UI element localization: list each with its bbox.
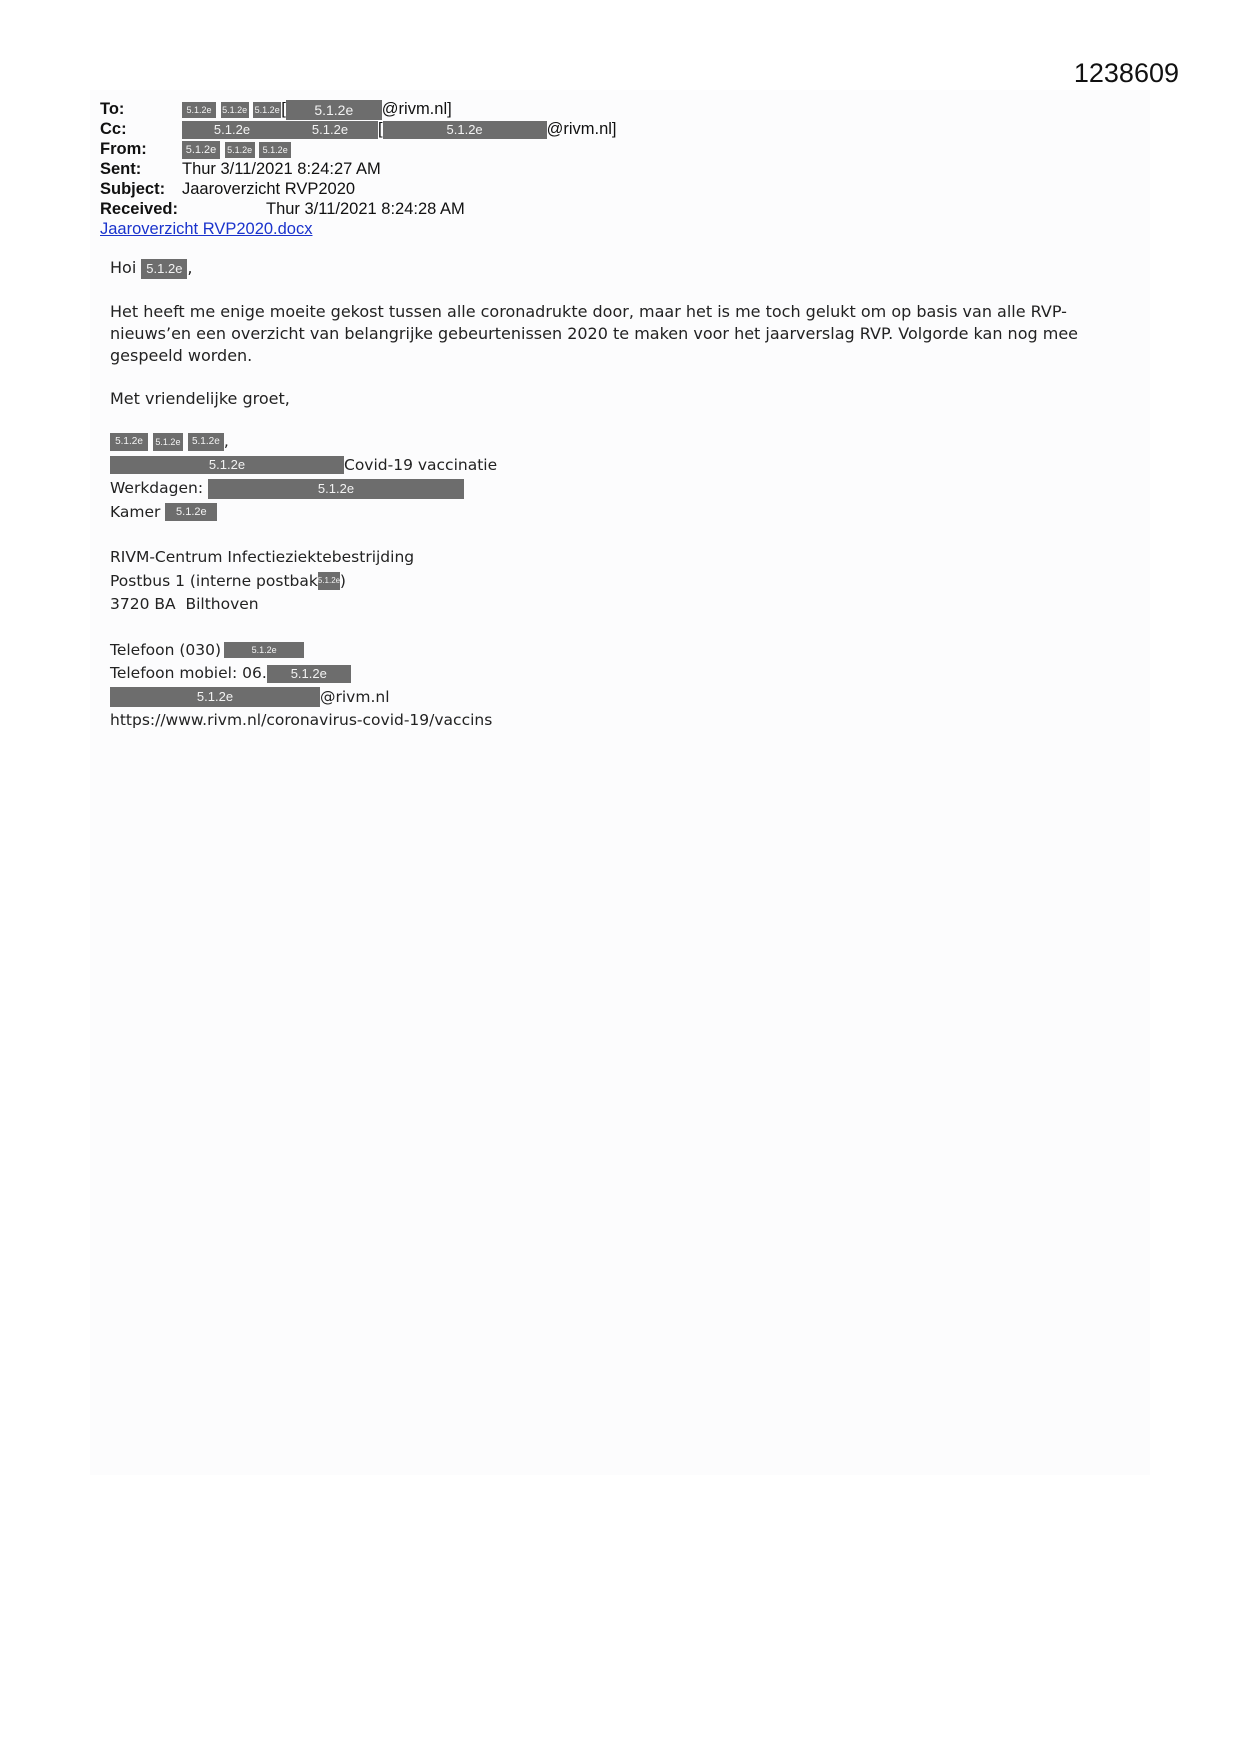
redaction-block: 5.1.2e bbox=[110, 433, 148, 451]
postbus-suffix: ) bbox=[339, 571, 346, 590]
signature-workdays bbox=[110, 477, 497, 501]
spacer bbox=[110, 279, 1140, 301]
signature-email bbox=[110, 686, 497, 710]
redaction-block: 5.1.2e bbox=[141, 259, 187, 279]
spacer bbox=[110, 617, 497, 639]
cc-row bbox=[100, 119, 617, 139]
spacer bbox=[110, 367, 1140, 389]
email-suffix: @rivm.nl bbox=[320, 687, 390, 706]
redaction-block: 5.1.2e bbox=[282, 121, 378, 139]
subject-value: Jaaroverzicht RVP2020 bbox=[182, 180, 356, 198]
redaction-block: 5.1.2e bbox=[188, 433, 224, 451]
redaction-block: 5.1.2e bbox=[286, 100, 382, 120]
sent-row bbox=[100, 159, 381, 179]
to-row bbox=[100, 99, 452, 119]
from-value bbox=[182, 139, 291, 159]
received-label: Received: bbox=[100, 200, 178, 218]
greeting: Hoi bbox=[110, 258, 137, 277]
redaction-block: 5.1.2e bbox=[208, 479, 464, 499]
room-label: Kamer bbox=[110, 502, 161, 521]
received-value: Thur 3/11/2021 8:24:28 AM bbox=[266, 200, 465, 218]
signature-phone bbox=[110, 639, 497, 663]
to-bracket: [ bbox=[281, 100, 286, 118]
body-paragraph: Het heeft me enige moeite gekost tussen alle coronadrukte door, maar het is me toch gelukt om op basis van alle RVP-nieuws’en een overzicht van belangrijke gebeurtenissen 2020 te maken voor het jaarverslag RVP. Volgorde kan nog mee gespeeld worden. bbox=[110, 301, 1078, 365]
redaction-block: 5.1.2e bbox=[165, 503, 217, 521]
name-comma: , bbox=[223, 432, 229, 450]
document-number: 1238609 bbox=[1073, 58, 1179, 88]
subject-row bbox=[100, 179, 356, 199]
redaction-block: 5.1.2e bbox=[383, 121, 547, 139]
to-label: To: bbox=[100, 100, 125, 118]
redaction-block: 5.1.2e bbox=[225, 142, 255, 158]
signature-mobile bbox=[110, 662, 497, 686]
received-row bbox=[100, 199, 465, 219]
signature-room bbox=[110, 501, 497, 525]
subject-label: Subject: bbox=[100, 180, 166, 198]
redaction-block: 5.1.2e bbox=[110, 456, 344, 474]
greeting-line bbox=[110, 258, 1140, 279]
greeting-end: , bbox=[187, 258, 193, 277]
cc-suffix: @rivm.nl] bbox=[546, 120, 617, 138]
to-suffix: @rivm.nl] bbox=[381, 100, 452, 118]
postbus-prefix: Postbus 1 (interne postbak bbox=[110, 571, 318, 590]
redaction-block: 5.1.2e bbox=[259, 142, 291, 158]
from-label: From: bbox=[100, 140, 147, 158]
sent-value: Thur 3/11/2021 8:24:27 AM bbox=[182, 160, 381, 178]
signature-org: RIVM-Centrum Infectieziektebestrijding bbox=[110, 548, 415, 566]
redaction-block: 5.1.2e bbox=[253, 102, 281, 118]
email-header bbox=[100, 99, 617, 239]
signature-name bbox=[110, 430, 497, 454]
signature-postbus bbox=[110, 570, 497, 594]
cc-label: Cc: bbox=[100, 120, 127, 138]
email-body bbox=[110, 258, 1140, 408]
redaction-block: 5.1.2e bbox=[267, 665, 351, 683]
to-value bbox=[182, 99, 452, 120]
redaction-block: 5.1.2e bbox=[318, 572, 340, 590]
closing: Met vriendelijke groet, bbox=[110, 388, 290, 408]
from-row bbox=[100, 139, 312, 159]
attachment-row bbox=[100, 219, 312, 239]
mobile-label: Telefoon mobiel: 06. bbox=[110, 664, 267, 682]
spacer bbox=[110, 524, 497, 546]
cc-bracket: [ bbox=[378, 120, 383, 138]
attachment-link[interactable]: Jaaroverzicht RVP2020.docx bbox=[100, 220, 313, 238]
signature-block bbox=[110, 430, 497, 733]
sent-label: Sent: bbox=[100, 160, 142, 178]
redaction-block: 5.1.2e bbox=[182, 141, 220, 159]
redaction-block: 5.1.2e bbox=[182, 102, 216, 118]
phone-label: Telefoon (030) bbox=[110, 640, 222, 659]
signature-url[interactable]: https://www.rivm.nl/coronavirus-covid-19/vaccins bbox=[110, 711, 493, 729]
redaction-block: 5.1.2e bbox=[224, 642, 304, 658]
role-text: Covid-19 vaccinatie bbox=[344, 455, 498, 474]
redaction-block: 5.1.2e bbox=[153, 433, 183, 451]
redaction-block: 5.1.2e bbox=[182, 121, 282, 139]
signature-role bbox=[110, 454, 497, 478]
cc-value bbox=[182, 119, 617, 139]
redaction-block: 5.1.2e bbox=[110, 687, 320, 707]
signature-city: 3720 BA Bilthoven bbox=[110, 595, 259, 613]
redaction-block: 5.1.2e bbox=[221, 102, 249, 118]
workdays-label: Werkdagen: bbox=[110, 479, 204, 497]
